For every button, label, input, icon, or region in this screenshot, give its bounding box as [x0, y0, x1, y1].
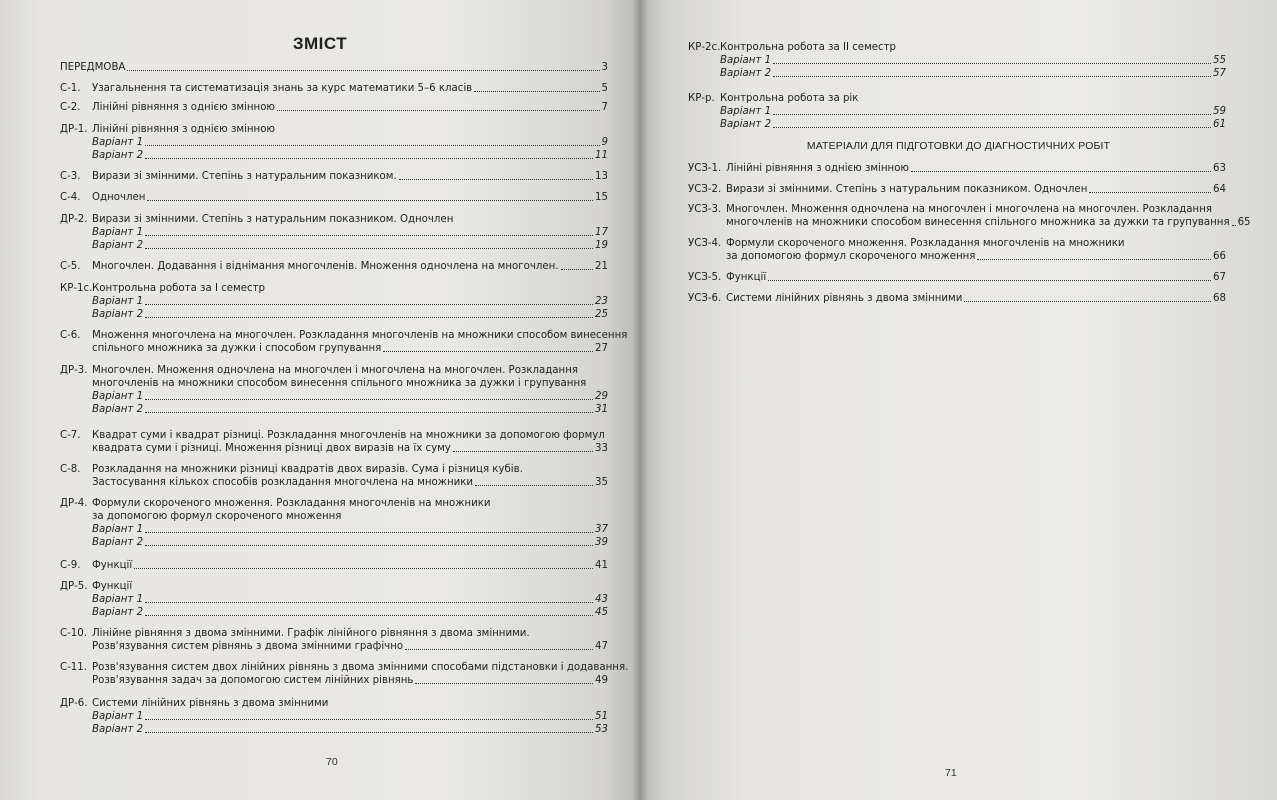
variant-label: Варіант 1 — [92, 711, 144, 722]
section-title: МАТЕРІАЛИ ДЛЯ ПІДГОТОВКИ ДО ДІАГНОСТИЧНИХ РОБІТ — [806, 141, 1111, 152]
entry-title-line: Розв'язування систем двох лінійних рівнянь з двома змінними способами підстановки і додавання. — [92, 662, 629, 673]
entry-code: С-7. — [60, 430, 81, 441]
entry-title-line: Многочлен. Множення одночлена на многочлен і многочлена на многочлен. Розкладання — [92, 365, 578, 376]
dot-leader — [768, 280, 1211, 281]
entry-leader-row — [92, 101, 608, 114]
variant-row — [92, 149, 608, 162]
page-ref: 25 — [595, 309, 608, 320]
entry-title: многочленів на множники способом винесення спільного множника за дужки та групування — [726, 217, 1230, 228]
entry-title-line: Системи лінійних рівнянь з двома змінними — [92, 698, 329, 709]
variant-label: Варіант 1 — [92, 227, 144, 238]
entry-code: УСЗ-3. — [688, 204, 722, 215]
entry-title-line: многочленів на множники способом винесення спільного множника за дужки і групування — [92, 378, 587, 389]
page-ref: 9 — [601, 137, 608, 148]
variant-row — [92, 536, 608, 549]
entry-code: ДР-6. — [60, 698, 88, 709]
entry-title-line: за допомогою формул скороченого множення — [92, 511, 342, 522]
page-ref: 7 — [601, 102, 608, 113]
page-ref: 53 — [595, 724, 608, 735]
variant-row — [92, 226, 608, 239]
book-gutter — [632, 0, 648, 800]
entry-title: Многочлен. Додавання і віднімання многочленів. Множення одночлена на многочлен. — [92, 261, 559, 272]
variant-label: Варіант 2 — [720, 119, 772, 130]
entry-code: С-10. — [60, 628, 87, 639]
entry-leader-row — [726, 162, 1226, 175]
page-ref: 45 — [595, 607, 608, 618]
dot-leader — [1232, 225, 1236, 226]
entry-code: С-6. — [60, 330, 81, 341]
variant-row — [720, 105, 1226, 118]
dot-leader — [415, 683, 593, 684]
page-ref: 57 — [1213, 68, 1226, 79]
entry-title: Вирази зі змінними. Степінь з натуральним показником. Одночлен — [726, 184, 1088, 195]
page-ref: 51 — [595, 711, 608, 722]
page-ref: 31 — [595, 404, 608, 415]
entry-title: Застосування кількох способів розкладання многочлена на множники — [92, 477, 474, 488]
entry-leader-row — [60, 61, 608, 74]
variant-label: Варіант 2 — [92, 607, 144, 618]
entry-leader-row — [92, 342, 608, 355]
dot-leader — [383, 351, 593, 352]
page-ref: 43 — [595, 594, 608, 605]
entry-code: ДР-4. — [60, 498, 88, 509]
page-ref: 15 — [595, 192, 608, 203]
entry-title: Одночлен — [92, 192, 146, 203]
right-page — [640, 0, 1277, 800]
variant-row — [720, 118, 1226, 131]
page-ref: 29 — [595, 391, 608, 402]
page-title: ЗМІСТ — [292, 34, 348, 53]
entry-title: за допомогою формул скороченого множення — [726, 251, 976, 262]
entry-title: Вирази зі змінними. Степінь з натуральним показником. — [92, 171, 397, 182]
variant-label: Варіант 2 — [92, 724, 144, 735]
variant-label: Варіант 1 — [92, 296, 144, 307]
entry-code: ДР-1. — [60, 124, 88, 135]
page-ref: 23 — [595, 296, 608, 307]
entry-code: ДР-5. — [60, 581, 88, 592]
dot-leader — [964, 301, 1211, 302]
entry-title-line: Контрольна робота за ІІ семестр — [720, 42, 897, 53]
entry-code: С-11. — [60, 662, 87, 673]
entry-title-line: Контрольна робота за рік — [720, 93, 859, 104]
dot-leader — [399, 179, 593, 180]
variant-label: Варіант 2 — [92, 309, 144, 320]
dot-leader — [405, 649, 593, 650]
entry-code: УСЗ-6. — [688, 293, 722, 304]
dot-leader — [773, 114, 1211, 115]
entry-title: Функції — [726, 272, 767, 283]
entry-title: спільного множника за дужки і способом групування — [92, 343, 382, 354]
variant-row — [92, 390, 608, 403]
entry-code: С-4. — [60, 192, 81, 203]
page-ref: 33 — [595, 443, 608, 454]
dot-leader — [145, 235, 593, 236]
page-ref: 35 — [595, 477, 608, 488]
page-ref: 63 — [1213, 163, 1226, 174]
entry-leader-row — [726, 183, 1226, 196]
page-ref: 68 — [1213, 293, 1226, 304]
page-ref: 55 — [1213, 55, 1226, 66]
page-ref: 49 — [595, 675, 608, 686]
dot-leader — [145, 532, 593, 533]
entry-title-line: Формули скороченого множення. Розкладання многочленів на множники — [92, 498, 491, 509]
entry-title-line: Формули скороченого множення. Розкладання многочленів на множники — [726, 238, 1125, 249]
variant-label: Варіант 2 — [92, 404, 144, 415]
dot-leader — [145, 615, 593, 616]
entry-leader-row — [92, 170, 608, 183]
entry-leader-row — [92, 674, 608, 687]
variant-label: Варіант 1 — [92, 524, 144, 535]
entry-leader-row — [726, 216, 1251, 229]
dot-leader — [773, 76, 1211, 77]
variant-label: Варіант 2 — [720, 68, 772, 79]
entry-code: С-1. — [60, 83, 81, 94]
entry-code: С-2. — [60, 102, 81, 113]
page-ref: 61 — [1213, 119, 1226, 130]
entry-code: УСЗ-1. — [688, 163, 722, 174]
dot-leader — [475, 485, 593, 486]
dot-leader — [145, 145, 599, 146]
entry-code: КР-1с. — [60, 283, 93, 294]
variant-row — [92, 239, 608, 252]
variant-label: Варіант 1 — [92, 137, 144, 148]
entry-title-line: Квадрат суми і квадрат різниці. Розкладання многочленів на множники за допомогою формул — [92, 430, 605, 441]
variant-row — [720, 54, 1226, 67]
dot-leader — [145, 545, 593, 546]
variant-label: Варіант 1 — [92, 594, 144, 605]
entry-title-line: Контрольна робота за І семестр — [92, 283, 266, 294]
entry-code: ДР-2. — [60, 214, 88, 225]
page-ref: 64 — [1213, 184, 1226, 195]
variant-row — [720, 67, 1226, 80]
entry-leader-row — [726, 271, 1226, 284]
dot-leader — [145, 158, 593, 159]
page-ref: 27 — [595, 343, 608, 354]
variant-label: Варіант 1 — [720, 106, 772, 117]
variant-row — [92, 295, 608, 308]
variant-label: Варіант 1 — [92, 391, 144, 402]
dot-leader — [145, 304, 593, 305]
variant-label: Варіант 2 — [92, 240, 144, 251]
page-ref: 65 — [1237, 217, 1251, 228]
dot-leader — [977, 259, 1211, 260]
page-ref: 39 — [595, 537, 608, 548]
variant-row — [92, 403, 608, 416]
dot-leader — [145, 732, 593, 733]
page-ref: 3 — [601, 62, 608, 73]
entry-leader-row — [92, 559, 608, 572]
entry-title: Лінійні рівняння з однією змінною — [726, 163, 910, 174]
entry-title-line: Множення многочлена на многочлен. Розкладання многочленів на множники способом винесення — [92, 330, 628, 341]
variant-label: Варіант 2 — [92, 537, 144, 548]
entry-code: КР-р. — [688, 93, 715, 104]
entry-title: Системи лінійних рівнянь з двома змінними — [726, 293, 963, 304]
entry-title-line: Розкладання на множники різниці квадратів двох виразів. Сума і різниця кубів. — [92, 464, 523, 475]
entry-code: С-9. — [60, 560, 81, 571]
entry-title: Узагальнення та систематизація знань за курс математики 5–6 класів — [92, 83, 473, 94]
variant-row — [92, 308, 608, 321]
dot-leader — [1089, 192, 1211, 193]
entry-leader-row — [92, 260, 608, 273]
entry-title-line: Многочлен. Множення одночлена на многочлен і многочлена на многочлен. Розкладання — [726, 204, 1212, 215]
entry-code: КР-2с. — [688, 42, 721, 53]
page-number-right: 71 — [945, 767, 957, 779]
page-number-left: 70 — [326, 756, 338, 768]
variant-label: Варіант 2 — [92, 150, 144, 161]
entry-code: УСЗ-4. — [688, 238, 722, 249]
page-ref: 67 — [1213, 272, 1226, 283]
table-of-contents-right — [640, 0, 1277, 800]
variant-label: Варіант 1 — [720, 55, 772, 66]
dot-leader — [145, 602, 593, 603]
dot-leader — [145, 412, 593, 413]
variant-row — [92, 593, 608, 606]
dot-leader — [145, 719, 593, 720]
dot-leader — [474, 91, 599, 92]
page-ref: 47 — [595, 641, 608, 652]
entry-code: С-8. — [60, 464, 81, 475]
variant-row — [92, 523, 608, 536]
dot-leader — [145, 399, 593, 400]
page-ref: 37 — [595, 524, 608, 535]
entry-code: С-3. — [60, 171, 81, 182]
entry-title: Лінійні рівняння з однією змінною — [92, 102, 276, 113]
page-ref: 13 — [595, 171, 608, 182]
dot-leader — [145, 248, 593, 249]
entry-leader-row — [92, 442, 608, 455]
entry-title: Функції — [92, 560, 133, 571]
entry-title: Розв'язування задач за допомогою систем лінійних рівнянь — [92, 675, 414, 686]
entry-title-line: Вирази зі змінними. Степінь з натуральним показником. Одночлен — [92, 214, 454, 225]
entry-title-line: Лінійні рівняння з однією змінною — [92, 124, 276, 135]
entry-title-line: Функції — [92, 581, 133, 592]
dot-leader — [127, 70, 599, 71]
dot-leader — [561, 269, 593, 270]
page-ref: 41 — [595, 560, 608, 571]
entry-leader-row — [92, 82, 608, 95]
entry-title: ПЕРЕДМОВА — [60, 62, 126, 73]
variant-row — [92, 606, 608, 619]
dot-leader — [147, 200, 593, 201]
dot-leader — [145, 317, 593, 318]
page-ref: 66 — [1213, 251, 1226, 262]
dot-leader — [773, 63, 1211, 64]
dot-leader — [911, 171, 1211, 172]
page-ref: 11 — [595, 150, 608, 161]
page-ref: 21 — [595, 261, 608, 272]
dot-leader — [277, 110, 600, 111]
entry-title-line: Лінійне рівняння з двома змінними. Графік лінійного рівняння з двома змінними. — [92, 628, 530, 639]
entry-code: ДР-3. — [60, 365, 88, 376]
entry-code: УСЗ-2. — [688, 184, 722, 195]
entry-leader-row — [92, 191, 608, 204]
entry-leader-row — [726, 250, 1226, 263]
entry-title: Розв'язування систем рівнянь з двома змінними графічно — [92, 641, 404, 652]
dot-leader — [773, 127, 1211, 128]
entry-leader-row — [92, 640, 608, 653]
entry-code: УСЗ-5. — [688, 272, 722, 283]
variant-row — [92, 710, 608, 723]
variant-row — [92, 723, 608, 736]
page-ref: 17 — [595, 227, 608, 238]
dot-leader — [134, 568, 593, 569]
page-ref: 5 — [601, 83, 608, 94]
page-ref: 19 — [595, 240, 608, 251]
page-ref: 59 — [1213, 106, 1226, 117]
entry-leader-row — [92, 476, 608, 489]
entry-code: С-5. — [60, 261, 81, 272]
entry-leader-row — [726, 292, 1226, 305]
dot-leader — [453, 451, 593, 452]
variant-row — [92, 136, 608, 149]
entry-title: квадрата суми і різниці. Множення різниці двох виразів на їх суму — [92, 443, 451, 454]
